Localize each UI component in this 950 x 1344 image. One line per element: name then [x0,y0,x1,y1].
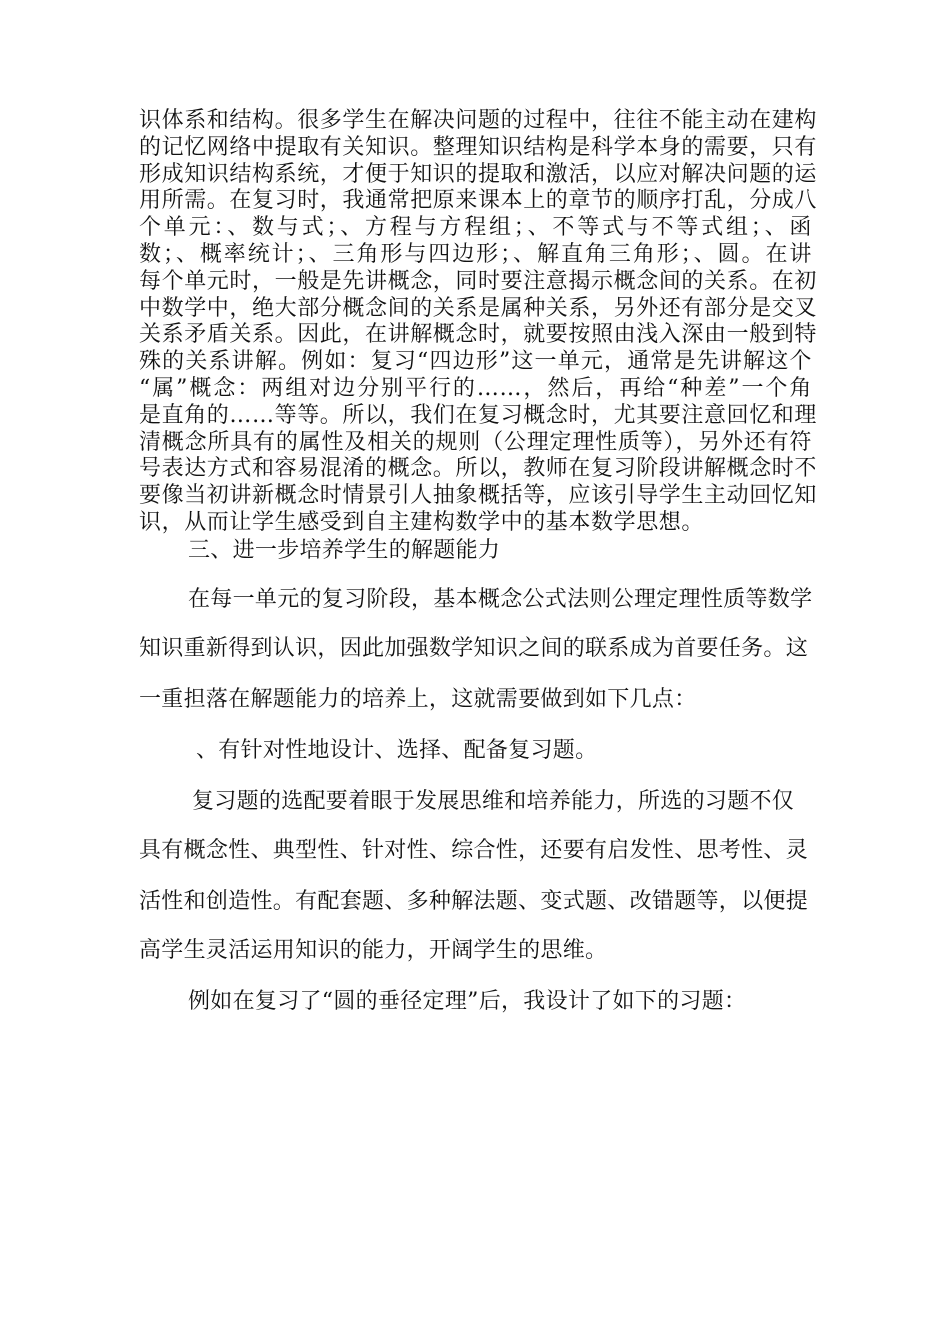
text-line: 复习题的选配要着眼于发展思维和培养能力，所选的习题不仅 [192,789,795,814]
text-line: 知识重新得到认识，因此加强数学知识之间的联系成为首要任务。这 [139,636,809,661]
text-line: 要像当初讲新概念时情景引人抽象概括等，应该引导学生主动回忆知 [139,483,818,509]
text-line: 具有概念性、典型性、针对性、综合性，还要有启发性、思考性、灵 [139,838,809,863]
text-line: 用所需。在复习时，我通常把原来课本上的章节的顺序打乱，分成八 [139,188,818,214]
text-line: 识体系和结构。很多学生在解决问题的过程中，往往不能主动在建构 [139,108,818,133]
text-line: 活性和创造性。有配套题、多种解法题、变式题、改错题等，以便提 [139,889,809,914]
text-line: 中数学中，绝大部分概念间的关系是属种关系，另外还有部分是交叉 [139,295,818,321]
text-line: 识，从而让学生感受到自主建构数学中的基本数学思想。 [139,509,705,535]
text-line: 个单元：、数与式；、方程与方程组；、不等式与不等式组；、函 [139,215,812,241]
text-line: 例如在复习了“圆的垂径定理”后，我设计了如下的习题： [188,989,747,1014]
text-line: 关系矛盾关系。因此，在讲解概念时，就要按照由浅入深由一般到特 [139,322,818,348]
text-line: 殊的关系讲解。例如：复习“四边形”这一单元，通常是先讲解这个 [139,349,812,375]
subheading: 、有针对性地设计、选择、配备复习题。 [196,738,598,763]
text-line: 号表达方式和容易混淆的概念。所以，教师在复习阶段讲解概念时不 [139,456,818,482]
text-line: 是直角的……等等。所以，我们在复习概念时，尤其要注意回忆和理 [139,402,818,428]
paragraph-knowledge-structure [139,108,818,537]
text-line: 的记忆网络中提取有关知识。整理知识结构是科学本身的需要，只有 [139,134,818,160]
section-heading: 三、进一步培养学生的解题能力 [188,538,501,563]
text-line: 数；、概率统计；、三角形与四边形；、解直角三角形；、圆。在讲 [139,241,812,267]
text-line: “属”概念：两组对边分别平行的……，然后，再给“种差”一个角 [139,375,812,401]
text-line: 形成知识结构系统，才便于知识的提取和激活，以应对解决问题的运 [139,161,818,187]
text-line: 清概念所具有的属性及相关的规则（公理定理性质等），另外还有符 [139,429,812,455]
text-line: 高学生灵活运用知识的能力，开阔学生的思维。 [139,938,608,963]
text-line: 每个单元时，一般是先讲概念，同时要注意揭示概念间的关系。在初 [139,268,818,294]
text-line: 一重担落在解题能力的培养上，这就需要做到如下几点： [139,687,697,712]
text-line: 在每一单元的复习阶段，基本概念公式法则公理定理性质等数学 [188,587,813,612]
